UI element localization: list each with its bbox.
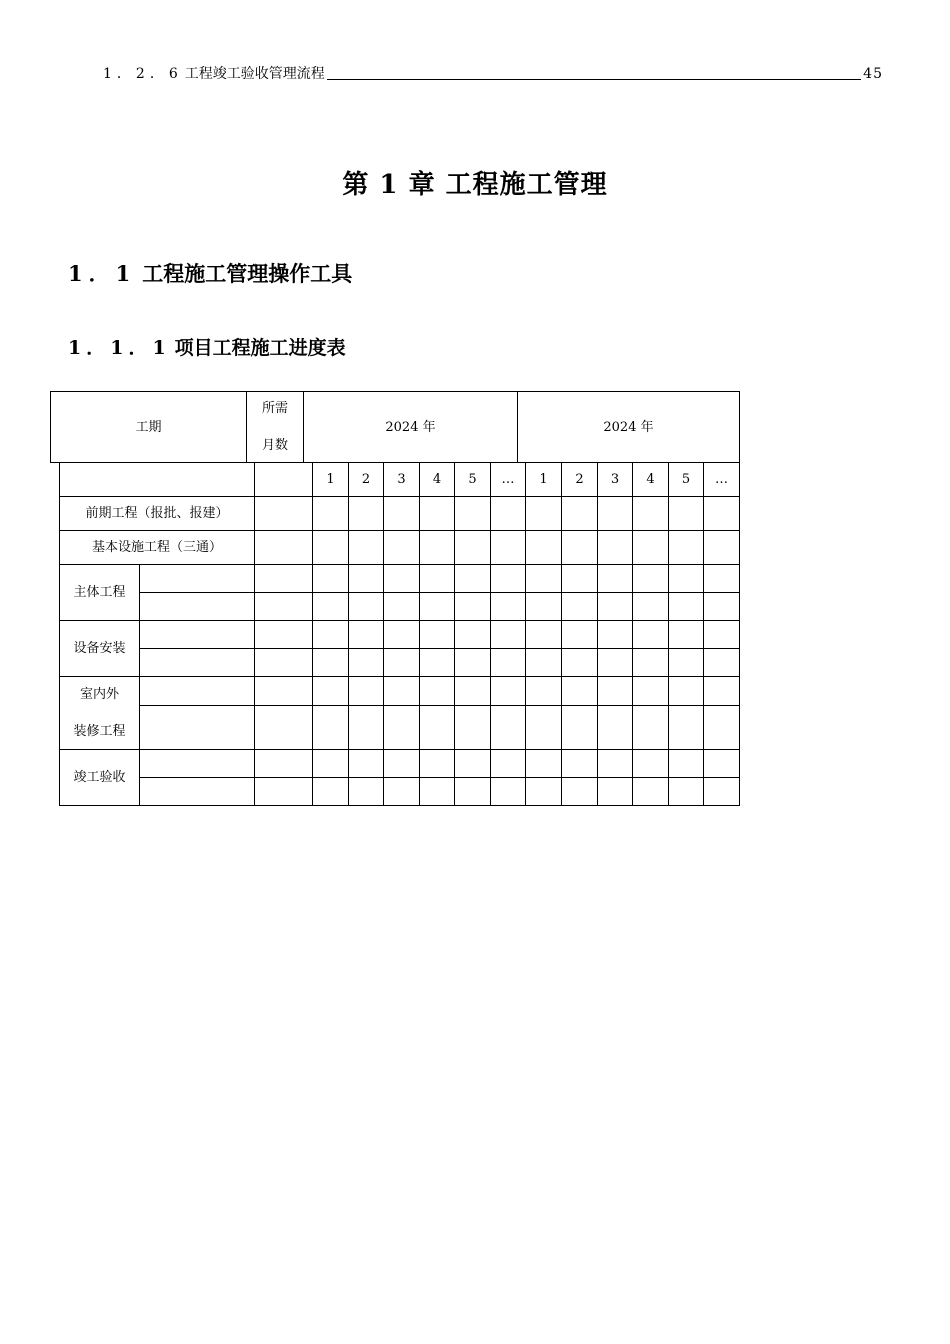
row-months-equipment-2 [254,648,313,677]
month-header-cell: 5 [454,462,491,497]
row-sub-decoration-2 [139,705,255,750]
toc-title: 工程竣工验收管理流程 [184,66,325,82]
schedule-cell [490,749,526,778]
month-header-cell: 1 [525,462,562,497]
schedule-cell [561,496,598,531]
schedule-cell [703,592,740,621]
schedule-cell [348,705,384,750]
schedule-cell [348,564,384,593]
schedule-cell [383,496,420,531]
schedule-cell [525,705,562,750]
schedule-cell [561,648,598,677]
schedule-cell [632,530,669,565]
row-label-decoration [59,676,140,750]
schedule-cell [703,777,740,806]
row-months-main-structure-1 [254,564,313,593]
schedule-cell [490,496,526,531]
row-months-equipment-1 [254,620,313,649]
row-months-preliminary [254,496,313,531]
schedule-cell [383,676,420,706]
header-months-needed-line2: 月数 [261,438,288,453]
schedule-cell [525,592,562,621]
month-header-cell: 2 [561,462,598,497]
schedule-cell [632,777,669,806]
row-sub-equipment-2 [139,648,255,677]
schedule-cell [490,676,526,706]
schedule-cell [597,705,633,750]
schedule-cell [561,777,598,806]
row-sub-acceptance-1 [139,749,255,778]
schedule-cell [525,496,562,531]
schedule-cell [419,620,455,649]
schedule-cell [383,648,420,677]
row-months-infrastructure [254,530,313,565]
schedule-cell [561,749,598,778]
month-header-cell: 3 [597,462,633,497]
row-sub-decoration-1 [139,676,255,706]
row-months-acceptance-1 [254,749,313,778]
schedule-cell [561,564,598,593]
chapter-title: 第 1 章 工程施工管理 [342,170,608,200]
month-header-cell: 1 [312,462,349,497]
schedule-cell [312,592,349,621]
schedule-cell [668,530,704,565]
subsection-number: 1．1．1 [68,337,171,359]
schedule-cell [668,564,704,593]
schedule-cell [703,620,740,649]
schedule-cell [348,749,384,778]
schedule-cell [668,777,704,806]
schedule-cell [490,592,526,621]
schedule-cell [419,496,455,531]
schedule-cell [383,705,420,750]
schedule-cell [383,564,420,593]
schedule-cell [561,676,598,706]
schedule-cell [419,777,455,806]
schedule-cell [703,564,740,593]
schedule-cell [597,530,633,565]
schedule-cell [525,530,562,565]
month-header-cell: 4 [419,462,455,497]
schedule-cell [383,749,420,778]
row-label-preliminary: 前期工程（报批、报建） [59,496,255,531]
header-year-1: 2024 年 [303,391,518,463]
schedule-cell [454,530,491,565]
schedule-cell [561,592,598,621]
header-months-needed [246,391,304,463]
month-header-cell: … [703,462,740,497]
row-label-infrastructure: 基本设施工程（三通） [59,530,255,565]
row-months-decoration-2 [254,705,313,750]
schedule-cell [419,592,455,621]
schedule-cell [419,749,455,778]
schedule-cell [597,749,633,778]
schedule-cell [490,620,526,649]
header-year-2: 2024 年 [517,391,740,463]
row-label-acceptance: 竣工验收 [59,749,140,806]
schedule-cell [454,496,491,531]
schedule-cell [597,676,633,706]
section-number: 1．1 [68,261,137,286]
toc-number: 1．2．6 [103,66,183,82]
schedule-cell [525,676,562,706]
schedule-cell [632,676,669,706]
month-header-cell: 2 [348,462,384,497]
schedule-cell [561,620,598,649]
schedule-cell [597,648,633,677]
row-months-acceptance-2 [254,777,313,806]
schedule-cell [668,749,704,778]
schedule-cell [454,592,491,621]
schedule-cell [597,564,633,593]
schedule-cell [348,496,384,531]
schedule-cell [454,648,491,677]
schedule-cell [632,592,669,621]
schedule-cell [632,564,669,593]
toc-page-number: 45 [863,66,883,82]
schedule-cell [419,676,455,706]
schedule-cell [383,620,420,649]
row-label-decoration-line2: 装修工程 [73,724,126,739]
schedule-cell [668,592,704,621]
section-title: 工程施工管理操作工具 [142,261,353,286]
schedule-cell [668,620,704,649]
month-row-label-blank [59,462,255,497]
row-months-decoration-1 [254,676,313,706]
schedule-cell [525,564,562,593]
schedule-cell [454,620,491,649]
subsection-title: 项目工程施工进度表 [174,337,346,359]
schedule-cell [703,648,740,677]
schedule-cell [703,676,740,706]
schedule-cell [597,496,633,531]
header-period: 工期 [50,391,247,463]
schedule-cell [668,648,704,677]
schedule-cell [312,496,349,531]
schedule-cell [348,676,384,706]
month-header-cell: … [490,462,526,497]
schedule-cell [419,705,455,750]
row-months-main-structure-2 [254,592,313,621]
row-sub-main-structure-2 [139,592,255,621]
schedule-cell [597,620,633,649]
header-months-needed-line1: 所需 [261,401,288,416]
schedule-cell [597,592,633,621]
schedule-cell [490,648,526,677]
schedule-cell [668,676,704,706]
schedule-cell [312,620,349,649]
schedule-cell [348,530,384,565]
schedule-cell [383,777,420,806]
schedule-cell [419,530,455,565]
schedule-cell [668,496,704,531]
schedule-cell [312,777,349,806]
row-label-equipment: 设备安装 [59,620,140,677]
schedule-cell [454,749,491,778]
row-sub-main-structure-1 [139,564,255,593]
schedule-cell [348,648,384,677]
row-sub-equipment-1 [139,620,255,649]
month-header-cell: 4 [632,462,669,497]
schedule-cell [525,620,562,649]
schedule-cell [490,705,526,750]
row-label-decoration-line1: 室内外 [79,687,119,702]
schedule-cell [490,530,526,565]
schedule-cell [525,777,562,806]
schedule-cell [525,749,562,778]
schedule-cell [632,705,669,750]
schedule-cell [383,592,420,621]
schedule-cell [632,496,669,531]
schedule-cell [419,564,455,593]
schedule-cell [454,705,491,750]
schedule-cell [312,705,349,750]
month-header-cell: 3 [383,462,420,497]
schedule-cell [312,648,349,677]
schedule-cell [348,620,384,649]
row-sub-acceptance-2 [139,777,255,806]
schedule-cell [454,564,491,593]
schedule-cell [632,648,669,677]
schedule-cell [312,530,349,565]
schedule-cell [561,530,598,565]
schedule-cell [490,777,526,806]
schedule-cell [703,749,740,778]
schedule-cell [703,530,740,565]
schedule-cell [312,676,349,706]
schedule-cell [597,777,633,806]
schedule-cell [668,705,704,750]
schedule-cell [312,749,349,778]
schedule-cell [703,496,740,531]
schedule-cell [454,676,491,706]
month-header-cell: 5 [668,462,704,497]
month-row-months-blank [254,462,313,497]
schedule-cell [348,592,384,621]
schedule-cell [383,530,420,565]
schedule-cell [419,648,455,677]
schedule-cell [561,705,598,750]
schedule-cell [454,777,491,806]
schedule-cell [525,648,562,677]
schedule-cell [490,564,526,593]
schedule-cell [348,777,384,806]
schedule-cell [632,620,669,649]
schedule-cell [632,749,669,778]
schedule-cell [312,564,349,593]
schedule-cell [703,705,740,750]
row-label-main-structure: 主体工程 [59,564,140,621]
